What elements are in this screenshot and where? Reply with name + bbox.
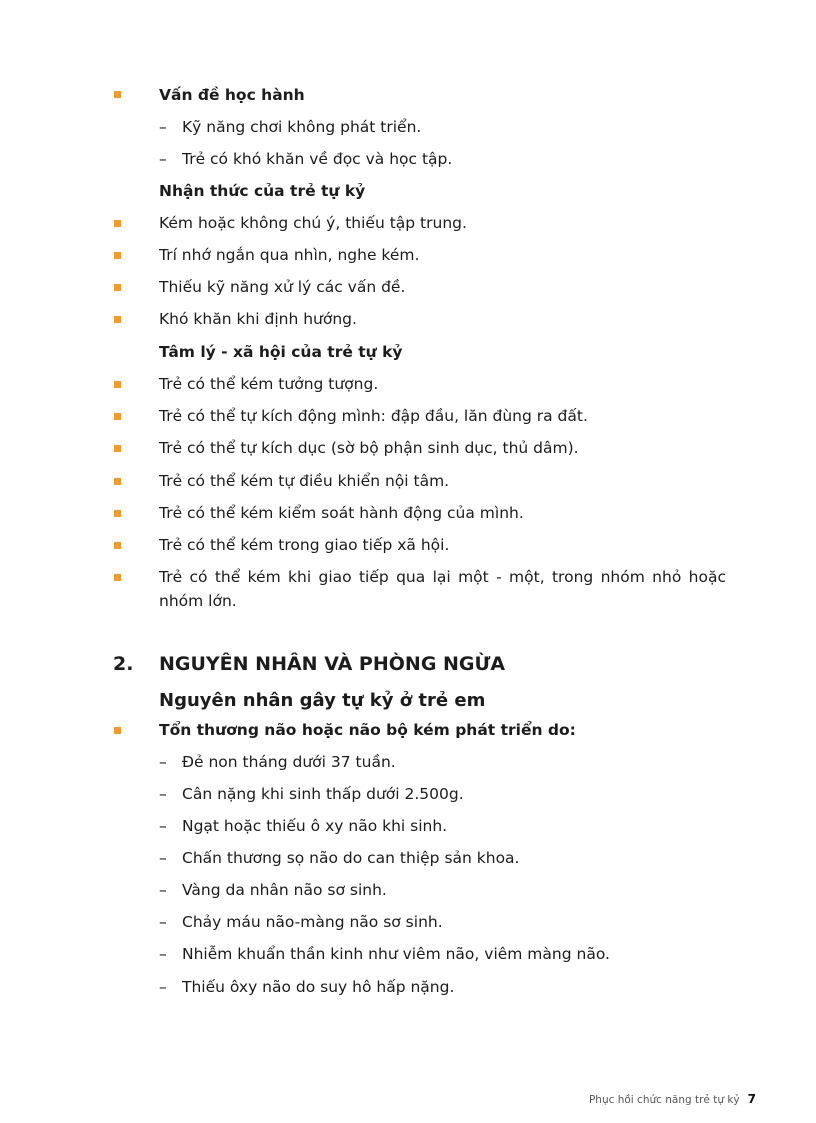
dash-icon: –	[159, 881, 167, 899]
dash-icon: –	[159, 978, 167, 996]
list-item: Kỹ năng chơi không phát triển.	[182, 118, 422, 136]
list-item: Kém hoặc không chú ý, thiếu tập trung.	[159, 214, 467, 232]
list-item: Chấn thương sọ não do can thiệp sản khoa.	[182, 849, 520, 867]
dash-icon: –	[159, 785, 167, 803]
list-item: Thiếu ôxy não do suy hô hấp nặng.	[182, 978, 455, 996]
list-item: Trẻ có thể kém kiểm soát hành động của mình.	[159, 504, 524, 522]
bullet-icon	[114, 252, 121, 259]
group1-heading: Vấn đề học hành	[159, 86, 305, 104]
bullet-icon	[114, 478, 121, 485]
dash-icon: –	[159, 150, 167, 168]
list-item: Trẻ có khó khăn về đọc và học tập.	[182, 150, 453, 168]
bullet-icon	[114, 727, 121, 734]
lead-item: Tổn thương não hoặc não bộ kém phát triển do:	[159, 721, 576, 739]
list-item: Đẻ non tháng dưới 37 tuần.	[182, 753, 396, 771]
list-item: Ngạt hoặc thiếu ô xy não khi sinh.	[182, 817, 448, 835]
bullet-icon	[114, 510, 121, 517]
dash-icon: –	[159, 817, 167, 835]
bullet-icon	[114, 413, 121, 420]
bullet-icon	[114, 284, 121, 291]
list-item: Vàng da nhân não sơ sinh.	[182, 881, 387, 899]
bullet-icon	[114, 91, 121, 98]
list-item: Trẻ có thể kém tưởng tượng.	[159, 375, 379, 393]
dash-icon: –	[159, 913, 167, 931]
list-item: Chảy máu não-màng não sơ sinh.	[182, 913, 443, 931]
list-item: Nhiễm khuẩn thần kinh như viêm não, viêm màng não.	[182, 945, 610, 963]
bullet-icon	[114, 445, 121, 452]
list-item: Thiếu kỹ năng xử lý các vấn đề.	[159, 278, 406, 296]
footer-title: Phục hồi chức năng trẻ tự kỷ	[588, 1094, 740, 1106]
dash-icon: –	[159, 118, 167, 136]
section-title: NGUYÊN NHÂN VÀ PHÒNG NGỪA	[159, 653, 506, 675]
bullet-icon	[114, 542, 121, 549]
list-item: Trẻ có thể kém khi giao tiếp qua lại một - một, trong nhóm nhỏ hoặc nhóm lớn.	[159, 568, 726, 610]
list-item: Khó khăn khi định hướng.	[159, 310, 357, 328]
dash-icon: –	[159, 945, 167, 963]
list-item: Trí nhớ ngắn qua nhìn, nghe kém.	[159, 246, 420, 264]
bullet-icon	[114, 574, 121, 581]
list-item: Trẻ có thể kém tự điều khiển nội tâm.	[159, 472, 450, 490]
section-number: 2.	[113, 653, 134, 675]
dash-icon: –	[159, 849, 167, 867]
page-number: 7	[747, 1092, 756, 1106]
list-item: Cân nặng khi sinh thấp dưới 2.500g.	[182, 785, 464, 803]
bullet-icon	[114, 220, 121, 227]
list-item: Trẻ có thể tự kích động mình: đập đầu, lăn đùng ra đất.	[159, 407, 588, 425]
subheading: Nguyên nhân gây tự kỷ ở trẻ em	[159, 690, 486, 711]
bullet-icon	[114, 381, 121, 388]
list-item: Trẻ có thể tự kích dục (sờ bộ phận sinh dục, thủ dâm).	[159, 439, 579, 457]
list-item: Trẻ có thể kém trong giao tiếp xã hội.	[159, 536, 450, 554]
page-footer	[589, 1092, 756, 1106]
bullet-icon	[114, 316, 121, 323]
group3-heading: Tâm lý - xã hội của trẻ tự kỷ	[159, 343, 403, 361]
dash-icon: –	[159, 753, 167, 771]
group2-heading: Nhận thức của trẻ tự kỷ	[159, 182, 366, 200]
